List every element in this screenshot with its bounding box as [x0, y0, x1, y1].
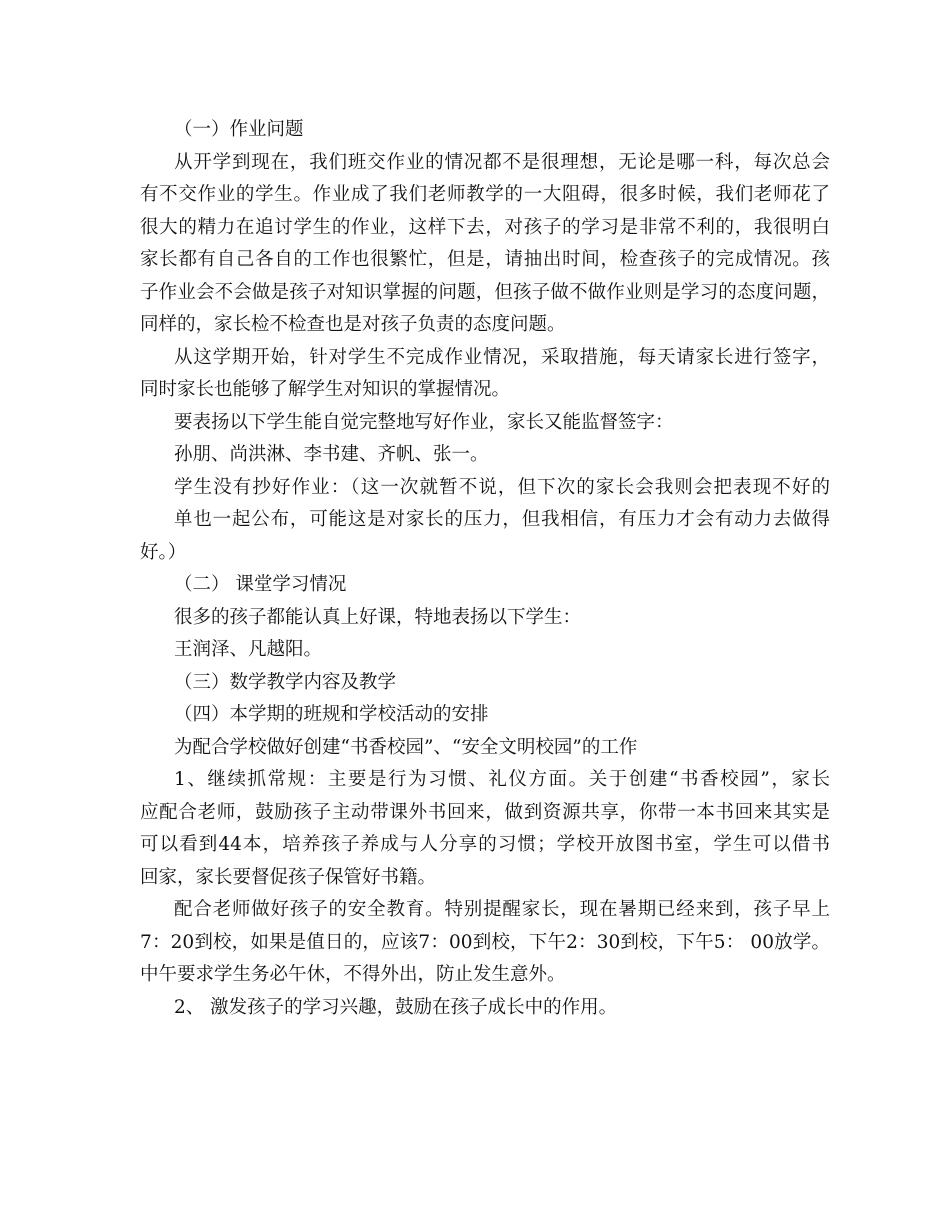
paragraph-line: 回家，家长要督促孩子保管好书籍。	[140, 866, 437, 888]
paragraph-line: 好。）	[140, 541, 187, 563]
section-heading-homework: （一）作业问题	[174, 119, 304, 140]
paragraph-line: 7：20到校，如果是值日的，应该7：00到校，下午2：30到校，下午5： 00放学。	[140, 931, 830, 953]
paragraph-line: 2、 激发孩子的学习兴趣，鼓励在孩子成长中的作用。	[174, 996, 618, 1018]
paragraph-line: 家长都有自己各自的工作也很繁忙，但是，请抽出时间，检查孩子的完成情况。孩	[140, 249, 830, 270]
section-heading-rules: （四）本学期的班规和学校活动的安排	[174, 704, 489, 725]
paragraph-line: 同时家长也能够了解学生对知识的掌握情况。	[140, 379, 511, 400]
paragraph-line: 学生没有抄好作业：（这一次就暂不说，但下次的家长会我则会把表现不好的	[174, 476, 830, 498]
paragraph-line: 中午要求学生务必午休，不得外出，防止发生意外。	[140, 964, 566, 985]
paragraph-line: 很多的孩子都能认真上好课，特地表扬以下学生：	[174, 606, 582, 628]
paragraph-line: 很大的精力在追讨学生的作业，这样下去，对孩子的学习是非常不利的，我很明白	[140, 216, 830, 238]
paragraph-line: 从开学到现在，我们班交作业的情况都不是很理想，无论是哪一科，每次总会	[174, 151, 830, 173]
student-name-list: 王润泽、凡越阳。	[174, 639, 323, 660]
section-heading-math: （三）数学教学内容及教学	[174, 671, 397, 693]
paragraph-line: 同样的，家长检不检查也是对孩子负责的态度问题。	[140, 314, 566, 335]
paragraph-line: 应配合老师，鼓励孩子主动带课外书回来，做到资源共享，你带一本书回来其实是	[140, 801, 830, 823]
student-name-list: 孙朋、尚洪淋、李书建、齐帆、张一。	[174, 444, 489, 465]
paragraph-line: 为配合学校做好创建“书香校园”、“安全文明校园”的工作	[174, 736, 638, 758]
document-body	[140, 114, 830, 1024]
paragraph-line: 单也一起公布，可能这是对家长的压力，但我相信，有压力才会有动力去做得	[174, 509, 830, 530]
paragraph-line: 从这学期开始，针对学生不完成作业情况，采取措施，每天请家长进行签字，	[174, 346, 830, 368]
paragraph-line: 配合老师做好孩子的安全教育。特别提醒家长，现在暑期已经来到，孩子早上	[174, 899, 830, 920]
paragraph-line: 可以看到44本，培养孩子养成与人分享的习惯；学校开放图书室，学生可以借书	[140, 834, 830, 855]
paragraph-line: 子作业会不会做是孩子对知识掌握的问题，但孩子做不做作业则是学习的态度问题，	[140, 281, 830, 303]
paragraph-line: 有不交作业的学生。作业成了我们老师教学的一大阻碍，很多时候，我们老师花了	[140, 184, 830, 205]
paragraph-line: 要表扬以下学生能自觉完整地写好作业，家长又能监督签字：	[174, 411, 674, 433]
section-heading-classroom: （二） 课堂学习情况	[174, 574, 347, 595]
paragraph-line: 1、继续抓常规：主要是行为习惯、礼仪方面。关于创建“书香校园”，家长	[174, 769, 830, 790]
